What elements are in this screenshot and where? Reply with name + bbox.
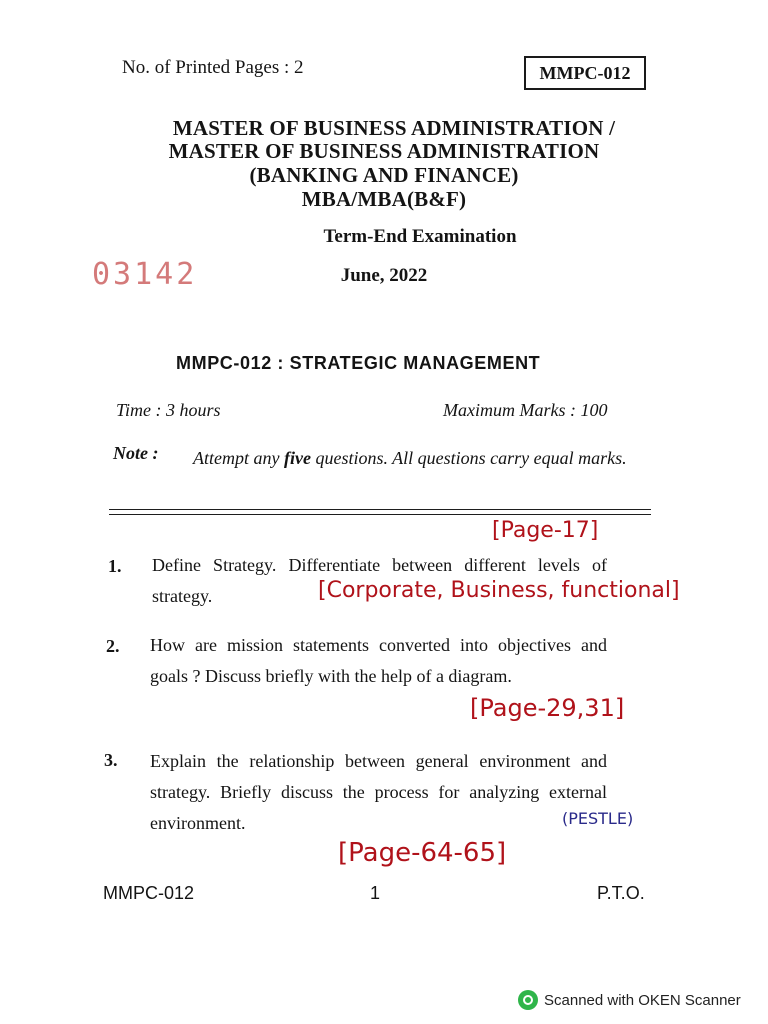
question-text-3: Explain the relationship between general environment and strategy. Briefly discuss the process for analyzing external environment. xyxy=(150,751,607,833)
exam-month: June, 2022 xyxy=(340,265,428,286)
note-text-bold: five xyxy=(283,448,311,468)
max-marks: Maximum Marks : 100 xyxy=(443,400,608,420)
title-line-2: MASTER OF BUSINESS ADMINISTRATION xyxy=(168,139,600,163)
title-line-3: (BANKING AND FINANCE) xyxy=(249,163,519,187)
course-code-box: MMPC-012 xyxy=(524,56,646,90)
question-number-2: 2. xyxy=(106,636,120,656)
question-number-1: 1. xyxy=(108,556,122,576)
note-text-after: questions. All questions carry equal marks. xyxy=(310,448,627,468)
annotation-q3-pestle: (PESTLE) xyxy=(562,809,634,828)
note-label: Note : xyxy=(113,443,159,463)
footer-course-code: MMPC-012 xyxy=(103,883,195,903)
question-text-2: How are mission statements converted into objectives and goals ? Discuss briefly with the help of a diagram. xyxy=(150,635,607,686)
footer-pto: P.T.O. xyxy=(597,883,645,903)
annotation-q1-levels: [Corporate, Business, functional] xyxy=(318,578,680,603)
annotation-q2-page: [Page-29,31] xyxy=(470,694,625,722)
printed-pages-label: No. of Printed Pages : 2 xyxy=(122,57,304,78)
course-title: MMPC-012 : STRATEGIC MANAGEMENT xyxy=(176,353,541,373)
exam-name: Term-End Examination xyxy=(323,226,517,247)
divider-bottom xyxy=(109,514,651,515)
question-number-3: 3. xyxy=(104,750,118,770)
question-text-1: Define Strategy. Differentiate between different levels of strategy. xyxy=(152,555,607,606)
exam-time: Time : 3 hours xyxy=(116,400,221,420)
scanner-label: Scanned with OKEN Scanner xyxy=(544,991,741,1009)
divider-top xyxy=(109,509,651,510)
title-line-1: MASTER OF BUSINESS ADMINISTRATION / xyxy=(172,116,616,140)
footer-page-number: 1 xyxy=(370,883,381,903)
annotation-q1-page: [Page-17] xyxy=(492,518,599,543)
scanner-watermark xyxy=(518,990,741,1010)
stamp-number: 03142 xyxy=(92,257,198,292)
scanner-logo-icon xyxy=(518,990,538,1010)
annotation-q3-page: [Page-64-65] xyxy=(338,838,507,868)
note-text-before: Attempt any xyxy=(193,448,284,468)
title-line-4: MBA/MBA(B&F) xyxy=(301,187,467,211)
note-text xyxy=(193,443,651,473)
